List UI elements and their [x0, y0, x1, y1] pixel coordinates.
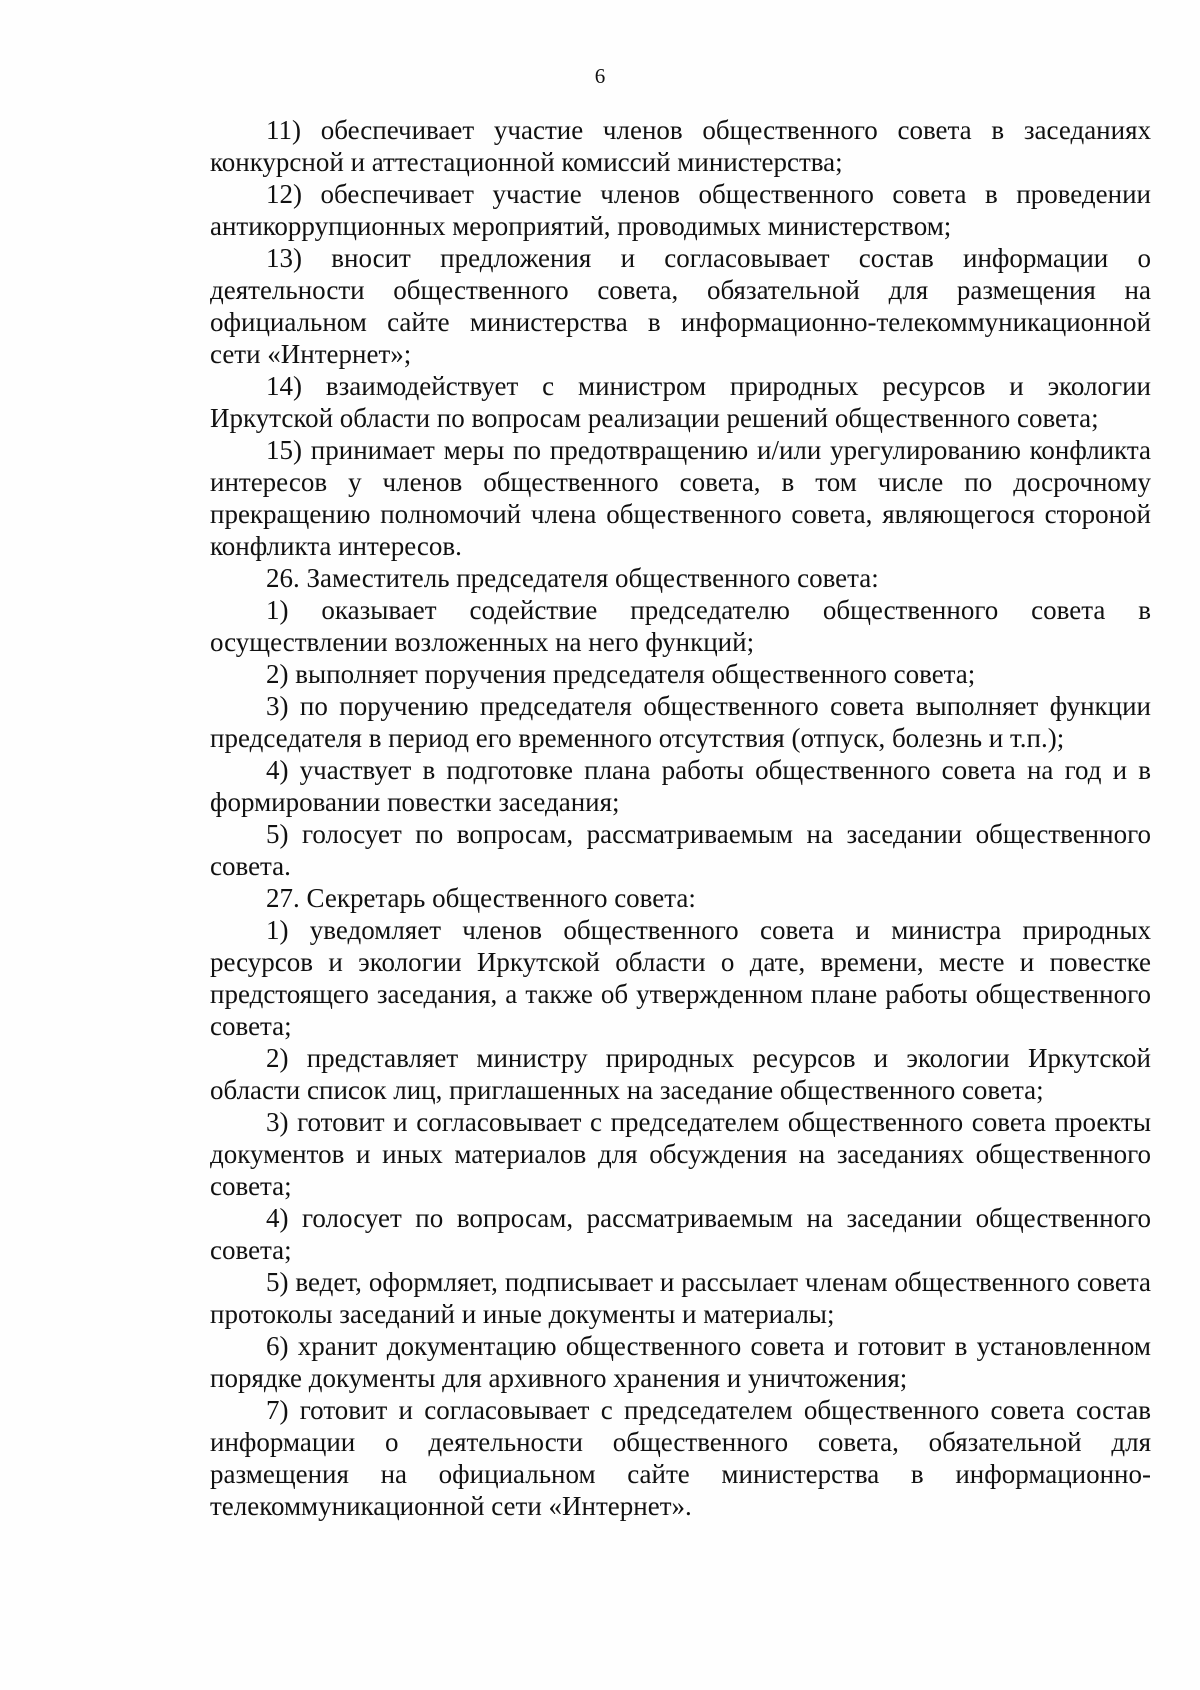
document-body: [210, 114, 1151, 1522]
paragraph-27-item-2: 2) представляет министру природных ресурсов и экологии Иркутской области список лиц, приглашенных на заседание общественного совета;: [210, 1043, 1151, 1105]
paragraph-item-11: 11) обеспечивает участие членов общественного совета в заседаниях конкурсной и аттестационной комиссий министерства;: [210, 115, 1151, 177]
paragraph-27-item-6: 6) хранит документацию общественного совета и готовит в установленном порядке документы для архивного хранения и уничтожения;: [210, 1331, 1151, 1393]
paragraph-27-item-1: 1) уведомляет членов общественного совета и министра природных ресурсов и экологии Иркутской области о дате, времени, месте и повестке предстоящего заседания, а также об утвержденном плане работы общественного совета;: [210, 915, 1151, 1041]
paragraph-26-item-4: 4) участвует в подготовке плана работы общественного совета на год и в формировании повестки заседания;: [210, 755, 1151, 817]
paragraph-26-item-1: 1) оказывает содействие председателю общественного совета в осуществлении возложенных на него функций;: [210, 595, 1151, 657]
paragraph-27-item-4: 4) голосует по вопросам, рассматриваемым на заседании общественного совета;: [210, 1203, 1151, 1265]
page-number: 6: [594, 64, 606, 88]
paragraph-item-12: 12) обеспечивает участие членов общественного совета в проведении антикоррупционных мероприятий, проводимых министерством;: [210, 179, 1151, 241]
paragraph-26-item-3: 3) по поручению председателя общественного совета выполняет функции председателя в период его временного отсутствия (отпуск, болезнь и т.п.);: [210, 691, 1151, 753]
paragraph-item-14: 14) взаимодействует с министром природных ресурсов и экологии Иркутской области по вопросам реализации решений общественного совета;: [210, 371, 1151, 433]
paragraph-27-item-5: 5) ведет, оформляет, подписывает и рассылает членам общественного совета протоколы заседаний и иные документы и материалы;: [210, 1267, 1151, 1329]
paragraph-item-15: 15) принимает меры по предотвращению и/или урегулированию конфликта интересов у членов общественного совета, в том числе по досрочному прекращению полномочий члена общественного совета, являющегося стороной конфликта интересов.: [210, 435, 1151, 561]
paragraph-27-item-3: 3) готовит и согласовывает с председателем общественного совета проекты документов и иных материалов для обсуждения на заседаниях общественного совета;: [210, 1107, 1151, 1201]
section-heading-26: 26. Заместитель председателя общественного совета:: [266, 563, 879, 593]
paragraph-item-13: 13) вносит предложения и согласовывает состав информации о деятельности общественного совета, обязательной для размещения на официальном сайте министерства в информационно-телекоммуникационной сети «Интернет»;: [210, 243, 1151, 369]
paragraph-26-item-2: 2) выполняет поручения председателя общественного совета;: [266, 659, 976, 689]
paragraph-26-item-5: 5) голосует по вопросам, рассматриваемым на заседании общественного совета.: [210, 819, 1151, 881]
section-heading-27: 27. Секретарь общественного совета:: [266, 883, 696, 913]
paragraph-27-item-7: 7) готовит и согласовывает с председателем общественного совета состав информации о деятельности общественного совета, обязательной для размещения на официальном сайте министерства в информационно-телекоммуникационной сети «Интернет».: [210, 1395, 1151, 1521]
